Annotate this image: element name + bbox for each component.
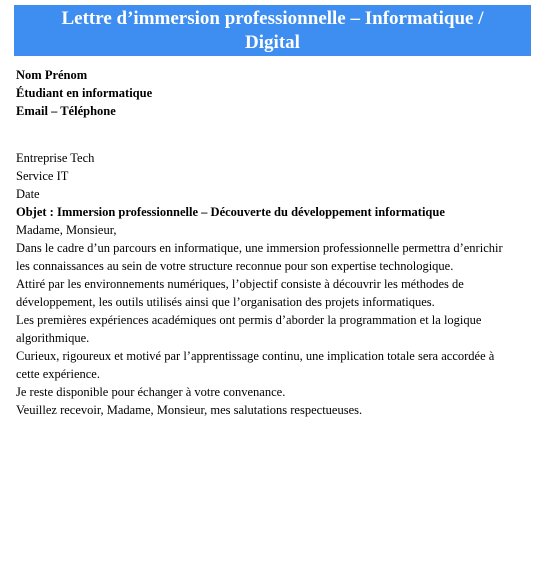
letter-body [16,66,516,419]
letter-paragraph-5: Je reste disponible pour échanger à votre convenance. [16,385,286,399]
letter-date: Date [16,187,40,201]
recipient-department: Service IT [16,169,69,183]
letter-greeting: Madame, Monsieur, [16,223,117,237]
sender-status: Étudiant en informatique [16,86,153,100]
letter-paragraph-2: Attiré par les environnements numériques, l’objectif consiste à découvrir les méthodes de développement, les outils utilisés ainsi que l’organisation des projets informatiques. [16,277,464,309]
letter-paragraph-3: Les premières expériences académiques ont permis d’aborder la programmation et la logique algorithmique. [16,313,482,345]
sender-block [16,66,516,120]
letter-closing: Veuillez recevoir, Madame, Monsieur, mes salutations respectueuses. [16,403,363,417]
document-title-banner [14,5,531,56]
document-title-line-1: Lettre d’immersion professionnelle – Informatique / [61,8,484,29]
sender-name: Nom Prénom [16,68,88,82]
sender-contact: Email – Téléphone [16,104,116,118]
recipient-company: Entreprise Tech [16,151,95,165]
letter-subject: Objet : Immersion professionnelle – Découverte du développement informatique [16,205,445,219]
recipient-block [16,149,516,185]
document-title-line-2: Digital [245,32,300,53]
letter-paragraph-4: Curieux, rigoureux et motivé par l’apprentissage continu, une implication totale sera accordée à cette expérience. [16,349,495,381]
letter-paragraph-1: Dans le cadre d’un parcours en informatique, une immersion professionnelle permettra d’enrichir les connaissances au sein de votre structure reconnue pour son expertise technologique. [16,241,503,273]
